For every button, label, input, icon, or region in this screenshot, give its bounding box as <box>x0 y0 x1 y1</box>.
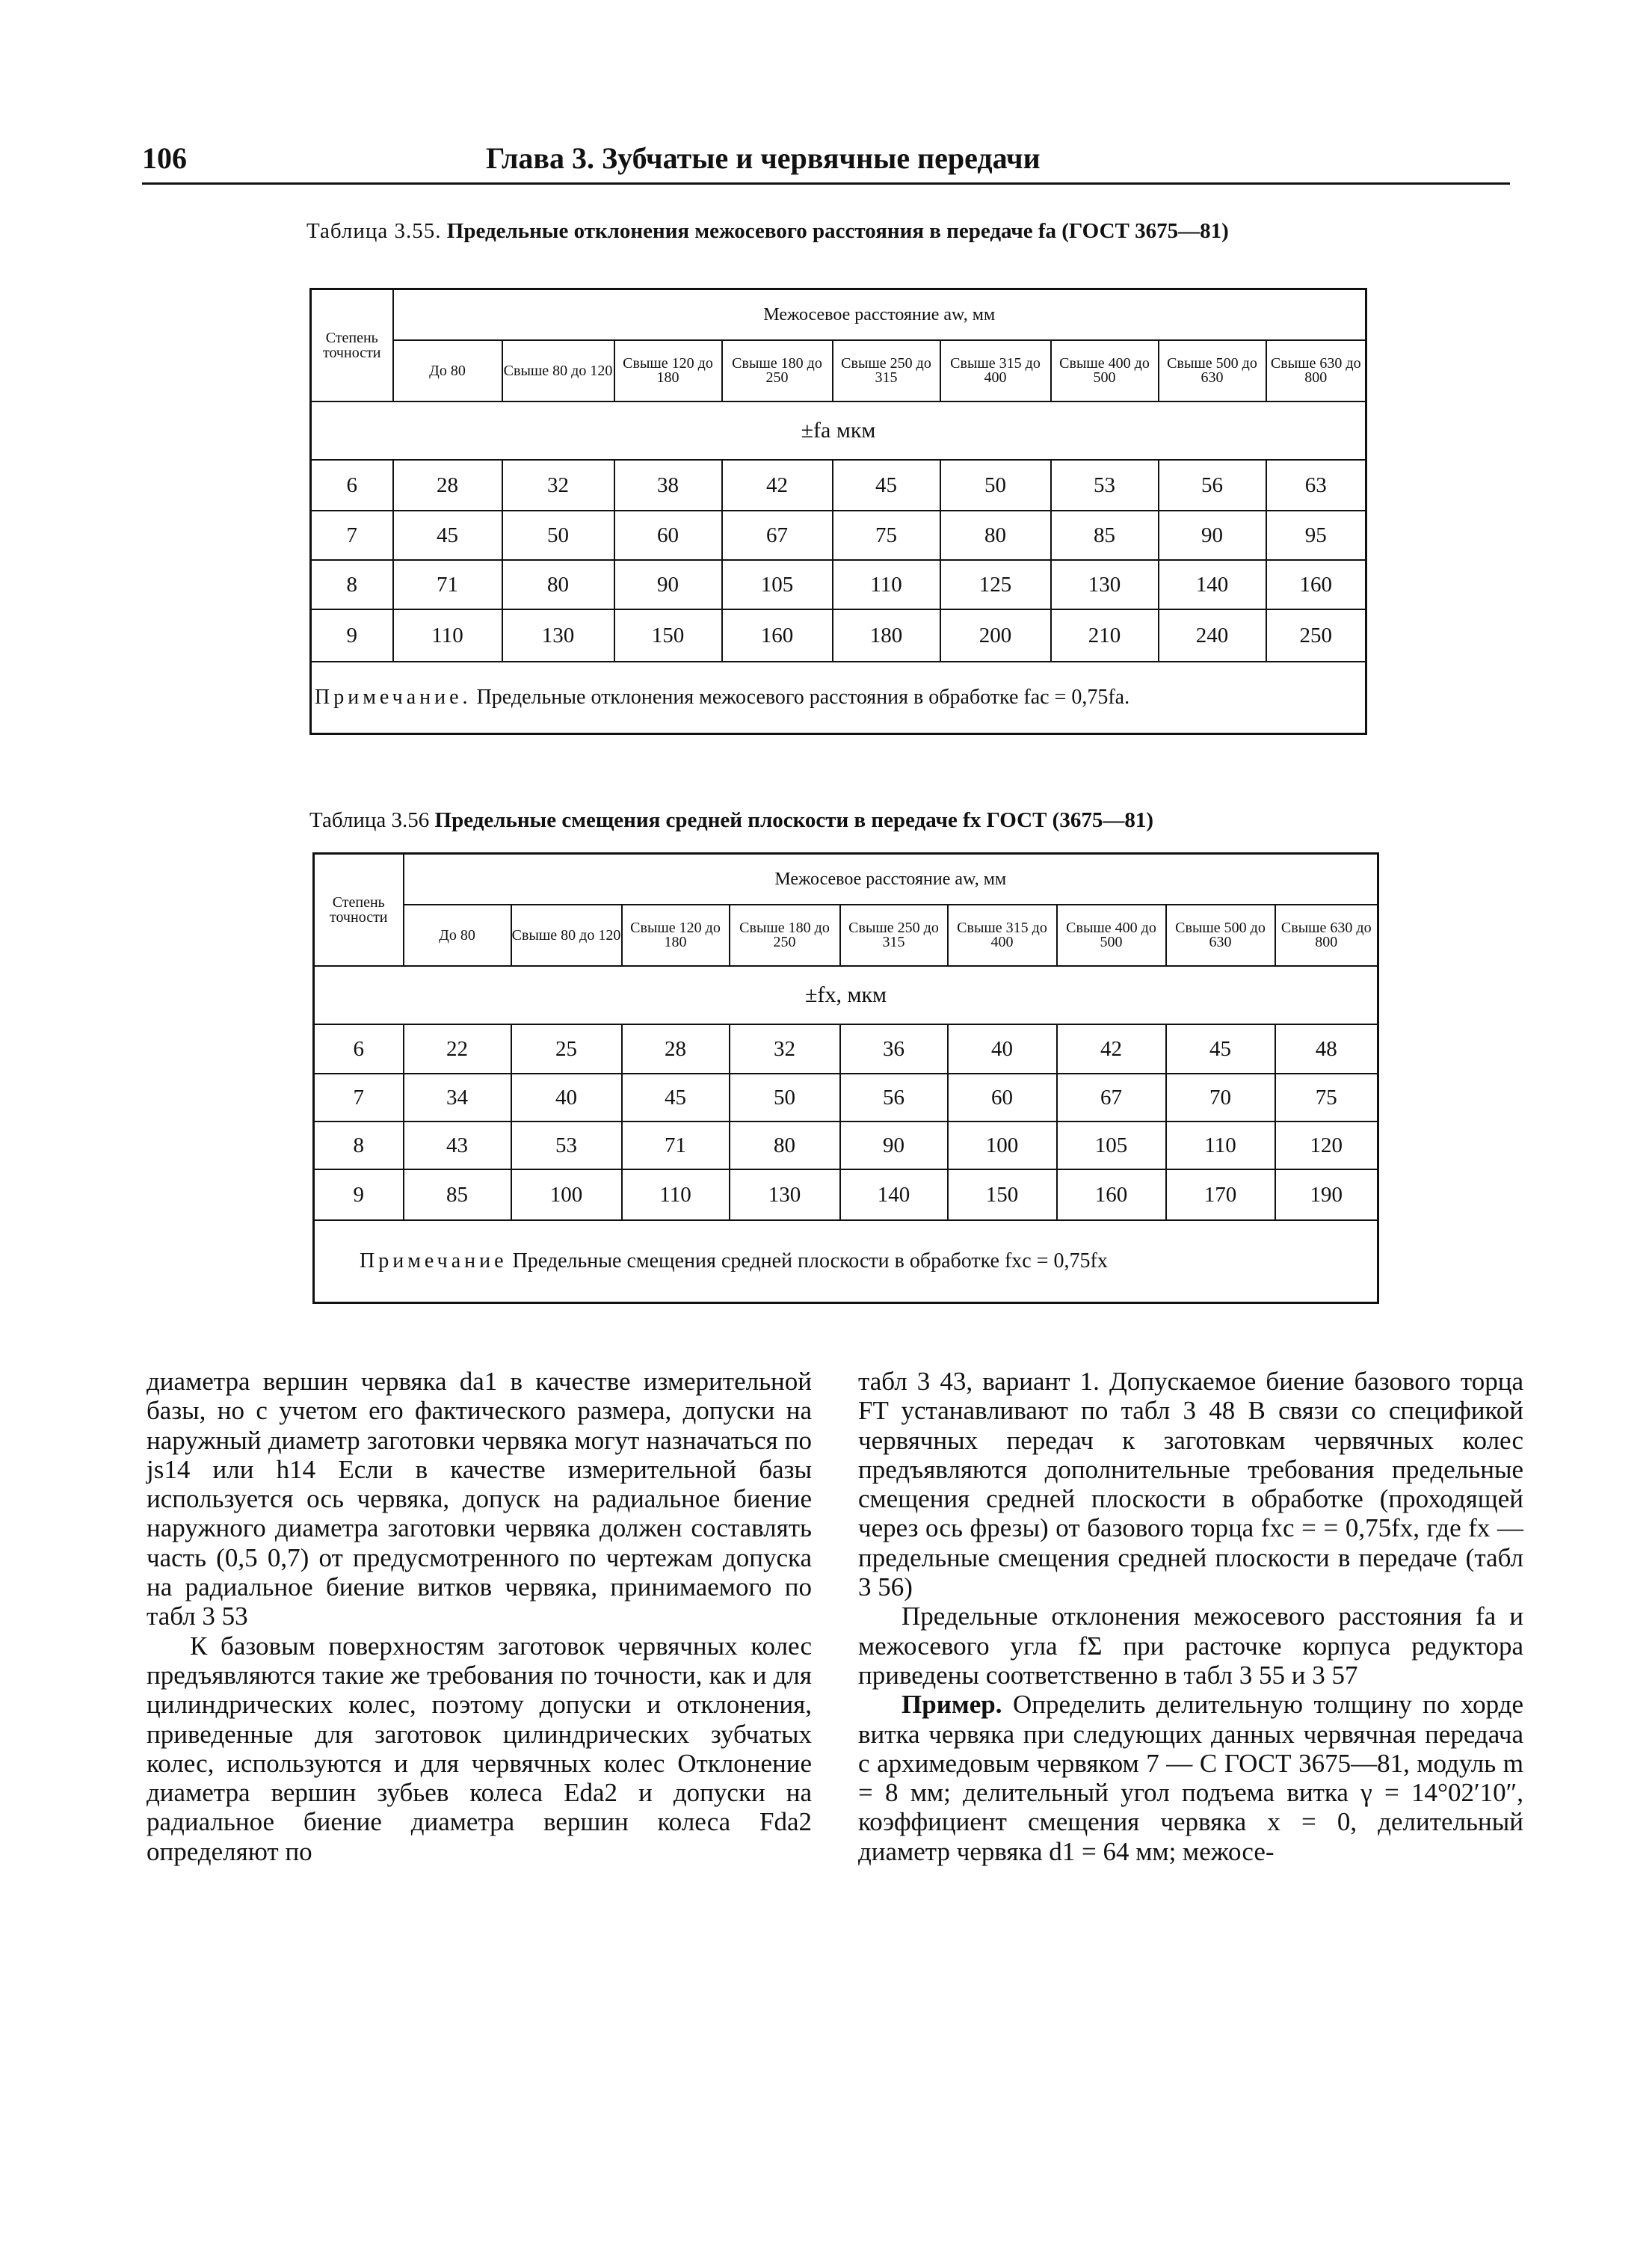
table2-span-header: Межосевое расстояние aw, мм <box>404 854 1378 905</box>
example-label: Пример. <box>901 1690 1002 1720</box>
table1-cell: 110 <box>393 609 502 662</box>
table2-range-header: Свыше 630 до 800 <box>1275 905 1378 966</box>
table2-cell: 110 <box>622 1169 730 1220</box>
table1-cell: 63 <box>1266 460 1366 511</box>
table2-corner-header: Степень точности <box>314 854 404 967</box>
table1-note <box>311 662 1366 733</box>
table2-cell: 9 <box>314 1169 404 1220</box>
table2-cell: 150 <box>948 1169 1057 1220</box>
table1-range-header: Свыше 120 до 180 <box>614 340 722 401</box>
table-row <box>314 1169 1378 1220</box>
body-paragraph: Предельные отклонения межосевого расстояния fa и межосевого угла fΣ при расточке корпуса редуктора приведены соответственно в табл 3 55 и 3 57 <box>858 1602 1523 1690</box>
table2-range-header: Свыше 120 до 180 <box>622 905 730 966</box>
table2-range-header: Свыше 315 до 400 <box>948 905 1057 966</box>
table2-cell: 42 <box>1057 1024 1166 1074</box>
table1-range-header: Свыше 80 до 120 <box>502 340 614 401</box>
table2-cell: 45 <box>622 1074 730 1122</box>
body-paragraph: К базовым поверхностям заготовок червячных колес предъявляются такие же требования по точности, как и для цилиндрических колес, поэтому допуски и отклонения, приведенные для заготовок цилиндрических зубчатых колес, используются и для червячных колес Отклонение диаметра вершин зубьев колеса Eda2 и допуски на радиальное биение диаметра вершин колеса Fda2 определяют по <box>147 1631 812 1866</box>
table1-cell: 60 <box>614 511 722 560</box>
table2-note-label: Примечание <box>360 1249 508 1273</box>
table1-note-label: Примечание. <box>315 685 472 709</box>
table2-cell: 6 <box>314 1024 404 1074</box>
table2-caption-text: Предельные смещения средней плоскости в передаче fx ГОСТ (3675—81) <box>434 808 1153 832</box>
table1-cell: 80 <box>502 560 614 609</box>
table2-cell: 50 <box>730 1074 840 1122</box>
table1-cell: 9 <box>311 609 393 662</box>
table1-cell: 160 <box>1266 560 1366 609</box>
table2-cell: 34 <box>404 1074 511 1122</box>
table2-note <box>314 1220 1378 1302</box>
table2-cell: 70 <box>1166 1074 1275 1122</box>
table2-unit-row: ±fx, мкм <box>314 966 1378 1024</box>
header-rule <box>142 182 1510 185</box>
table1-caption-text: Предельные отклонения межосевого расстояния в передаче fa (ГОСТ 3675—81) <box>446 219 1229 243</box>
table2-cell: 190 <box>1275 1169 1378 1220</box>
table2-cell: 105 <box>1057 1122 1166 1169</box>
table1-cell: 180 <box>833 609 940 662</box>
table1-cell: 85 <box>1051 511 1159 560</box>
table1 <box>309 288 1367 735</box>
table2-note-text: Предельные смещения средней плоскости в обработке fxc = 0,75fx <box>512 1249 1108 1273</box>
table1-cell: 42 <box>722 460 833 511</box>
table1-span-header: Межосевое расстояние aw, мм <box>393 289 1366 341</box>
table1-cell: 125 <box>940 560 1051 609</box>
table2-cell: 48 <box>1275 1024 1378 1074</box>
table1-cell: 71 <box>393 560 502 609</box>
table2-cell: 120 <box>1275 1122 1378 1169</box>
table1-cell: 7 <box>311 511 393 560</box>
table2-cell: 8 <box>314 1122 404 1169</box>
table1-cell: 90 <box>614 560 722 609</box>
example-text: Определить делительную толщину по хорде витка червяка при следующих данных червячная передача с архимедовым червяком 7 — С ГОСТ 3675—81, модуль m = 8 мм; делительный угол подъема витка γ = 14°02′10″, коэффициент смещения червяка x = 0, делительный диаметр червяка d1 = 64 мм; межосе- <box>858 1690 1524 1866</box>
table-row <box>311 609 1366 662</box>
table2-cell: 60 <box>948 1074 1057 1122</box>
table2-cell: 85 <box>404 1169 511 1220</box>
table1-cell: 90 <box>1159 511 1266 560</box>
table1-cell: 105 <box>722 560 833 609</box>
table2-cell: 22 <box>404 1024 511 1074</box>
table1-range-header: Свыше 500 до 630 <box>1159 340 1266 401</box>
body-right-column <box>858 1367 1523 1866</box>
body-paragraph: диаметра вершин червяка da1 в качестве измерительной базы, но с учетом его фактического размера, допуски на наружный диаметр заготовки червяка могут назначаться по js14 или h14 Если в качестве измерительной базы используется ось червяка, допуск на радиальное биение наружного диаметра заготовки червяка должен составлять часть (0,5 0,7) от предусмотренного по чертежам допуска на радиальное биение витков червяка, принимаемого по табл 3 53 <box>147 1367 812 1631</box>
table1-cell: 80 <box>940 511 1051 560</box>
table1-cell: 200 <box>940 609 1051 662</box>
table2-range-header: Свыше 400 до 500 <box>1057 905 1166 966</box>
table2-cell: 45 <box>1166 1024 1275 1074</box>
table2-cell: 43 <box>404 1122 511 1169</box>
table1-cell: 210 <box>1051 609 1159 662</box>
table1-cell: 56 <box>1159 460 1266 511</box>
table1-cell: 95 <box>1266 511 1366 560</box>
table1-cell: 28 <box>393 460 502 511</box>
page-number: 106 <box>142 141 187 175</box>
table2-cell: 75 <box>1275 1074 1378 1122</box>
table2-range-header: До 80 <box>404 905 511 966</box>
page-header <box>142 141 1510 179</box>
table2-cell: 7 <box>314 1074 404 1122</box>
table2-cell: 100 <box>948 1122 1057 1169</box>
table2-cell: 130 <box>730 1169 840 1220</box>
table2-cell: 56 <box>840 1074 948 1122</box>
table2-range-header: Свыше 500 до 630 <box>1166 905 1275 966</box>
table2 <box>312 852 1379 1304</box>
body-left-column <box>147 1367 812 1866</box>
table2-cell: 40 <box>511 1074 622 1122</box>
table2-cell: 110 <box>1166 1122 1275 1169</box>
table2-cell: 32 <box>730 1024 840 1074</box>
table2-cell: 170 <box>1166 1169 1275 1220</box>
table2-cell: 36 <box>840 1024 948 1074</box>
table1-cell: 45 <box>393 511 502 560</box>
table2-cell: 90 <box>840 1122 948 1169</box>
table2-range-header: Свыше 80 до 120 <box>511 905 622 966</box>
table-row <box>311 460 1366 511</box>
table2-cell: 140 <box>840 1169 948 1220</box>
table1-cell: 8 <box>311 560 393 609</box>
table2-cell: 40 <box>948 1024 1057 1074</box>
table1-cell: 50 <box>940 460 1051 511</box>
table1-cell: 250 <box>1266 609 1366 662</box>
chapter-title: Глава 3. Зубчатые и червячные передачи <box>486 141 1041 175</box>
table1-range-header: Свыше 315 до 400 <box>940 340 1051 401</box>
table1-cell: 6 <box>311 460 393 511</box>
table1-cell: 32 <box>502 460 614 511</box>
table1-unit-row: ±fa мкм <box>311 401 1366 460</box>
table1-cell: 75 <box>833 511 940 560</box>
table2-cell: 53 <box>511 1122 622 1169</box>
body-paragraph-example <box>858 1690 1523 1866</box>
table-row <box>314 1122 1378 1169</box>
table2-cell: 25 <box>511 1024 622 1074</box>
table2-caption <box>309 807 1386 833</box>
table1-cell: 53 <box>1051 460 1159 511</box>
table-row <box>314 1024 1378 1074</box>
table2-range-header: Свыше 250 до 315 <box>840 905 948 966</box>
table2-caption-label: Таблица 3.56 <box>309 808 430 832</box>
body-paragraph: табл 3 43, вариант 1. Допускаемое биение базового торца FT устанавливают по табл 3 48 В связи со спецификой червячных передач к заготовкам червячных колес предъявляются дополнительные требования предельные смещения средней плоскости в обработке (проходящей через ось фрезы) от базового торца fxc = = 0,75fx, где fx — предельные смещения средней плоскости в передаче (табл 3 56) <box>858 1367 1523 1602</box>
table1-cell: 110 <box>833 560 940 609</box>
table1-cell: 45 <box>833 460 940 511</box>
table2-cell: 80 <box>730 1122 840 1169</box>
table1-range-header: До 80 <box>393 340 502 401</box>
table-row <box>314 1074 1378 1122</box>
table2-cell: 67 <box>1057 1074 1166 1122</box>
table1-range-header: Свыше 630 до 800 <box>1266 340 1366 401</box>
table1-cell: 50 <box>502 511 614 560</box>
table1-caption <box>306 218 1368 244</box>
table1-cell: 130 <box>1051 560 1159 609</box>
table-row <box>311 511 1366 560</box>
table1-corner-header: Степень точности <box>311 289 393 402</box>
table1-caption-label: Таблица 3.55. <box>306 219 442 243</box>
table2-cell: 100 <box>511 1169 622 1220</box>
table1-cell: 240 <box>1159 609 1266 662</box>
table-row <box>311 560 1366 609</box>
table1-cell: 67 <box>722 511 833 560</box>
table1-note-text: Предельные отклонения межосевого расстояния в обработке fac = 0,75fa. <box>476 685 1130 709</box>
table1-range-header: Свыше 180 до 250 <box>722 340 833 401</box>
table1-cell: 130 <box>502 609 614 662</box>
table1-cell: 140 <box>1159 560 1266 609</box>
table1-range-header: Свыше 250 до 315 <box>833 340 940 401</box>
table2-cell: 160 <box>1057 1169 1166 1220</box>
table1-cell: 150 <box>614 609 722 662</box>
table1-cell: 38 <box>614 460 722 511</box>
table1-range-header: Свыше 400 до 500 <box>1051 340 1159 401</box>
table2-cell: 28 <box>622 1024 730 1074</box>
table2-range-header: Свыше 180 до 250 <box>730 905 840 966</box>
table1-cell: 160 <box>722 609 833 662</box>
table2-cell: 71 <box>622 1122 730 1169</box>
